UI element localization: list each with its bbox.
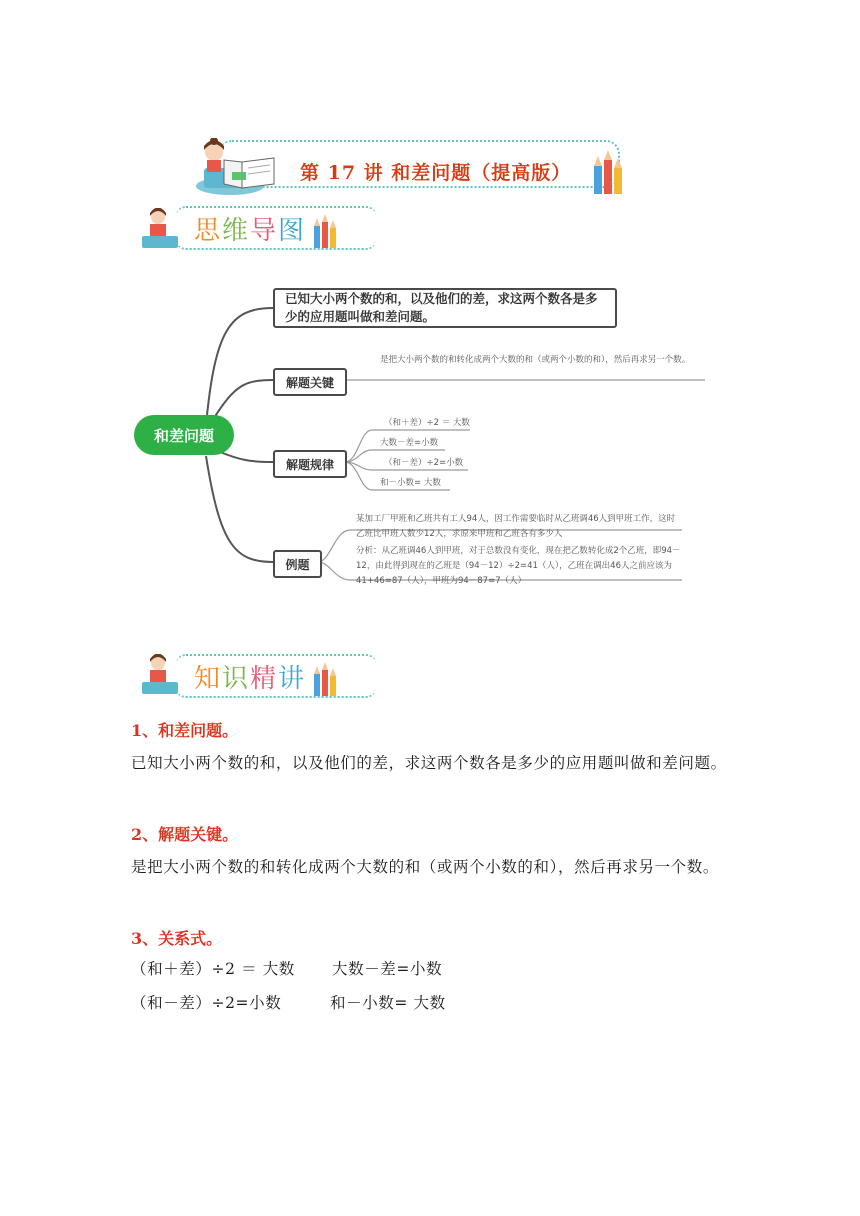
knowledge-heading-1: 1、和差问题。 (131, 721, 239, 740)
formula-1a: （和＋差）÷2 ＝ 大数 (131, 960, 295, 978)
mindmap-key-node: 解题关键 (273, 368, 347, 396)
page-title: 第 17 讲 和差问题（提高版） (300, 162, 572, 184)
formula-2b: 和－小数= 大数 (330, 994, 446, 1012)
formula-2a: （和－差）÷2=小数 (131, 994, 282, 1012)
mindmap-example-node: 例题 (273, 550, 322, 578)
mindmap-rule-2: 大数－差=小数 (380, 438, 439, 448)
mindmap-rule-4: 和－小数= 大数 (380, 478, 441, 488)
section-pencils-icon-2 (312, 662, 338, 698)
mindmap-rule-node: 解题规律 (273, 450, 347, 478)
mindmap-example-analysis: 分析：从乙班调46人到甲班，对于总数没有变化，现在把乙数转化成2个乙班，即94－12，由此得到现在的乙班是（94－12）÷2=41（人），乙班在调出46人之前应该为41+46=87（人），甲班为94－87=7（人） (356, 546, 681, 586)
mindmap-center-node: 和差问题 (134, 415, 234, 455)
knowledge-paragraph-2: 是把大小两个数的和转化成两个大数的和（或两个小数的和），然后再求另一个数。 (131, 858, 719, 876)
knowledge-paragraph-1: 已知大小两个数的和，以及他们的差，求这两个数各是多少的应用题叫做和差问题。 (131, 754, 727, 772)
mindmap-definition-box: 已知大小两个数的和，以及他们的差，求这两个数各是多少的应用题叫做和差问题。 (273, 288, 617, 328)
knowledge-heading-2: 2、解题关键。 (131, 825, 239, 844)
mindmap-rule-1: （和＋差）÷2 ＝ 大数 (384, 418, 470, 428)
mindmap-key-text: 是把大小两个数的和转化成两个大数的和（或两个小数的和），然后再求另一个数。 (380, 355, 691, 365)
mindmap-example-question: 某加工厂甲班和乙班共有工人94人，因工作需要临时从乙班调46人到甲班工作，这时乙班比甲班人数少12人，求原来甲班和乙班各有多少人 (356, 514, 676, 539)
formula-1b: 大数－差=小数 (332, 960, 443, 978)
section-title-knowledge: 知识精讲 (194, 664, 307, 694)
mindmap-rule-3: （和－差）÷2=小数 (384, 458, 464, 468)
knowledge-heading-3: 3、关系式。 (131, 929, 223, 948)
section-title-mindmap: 思维导图 (194, 216, 307, 246)
